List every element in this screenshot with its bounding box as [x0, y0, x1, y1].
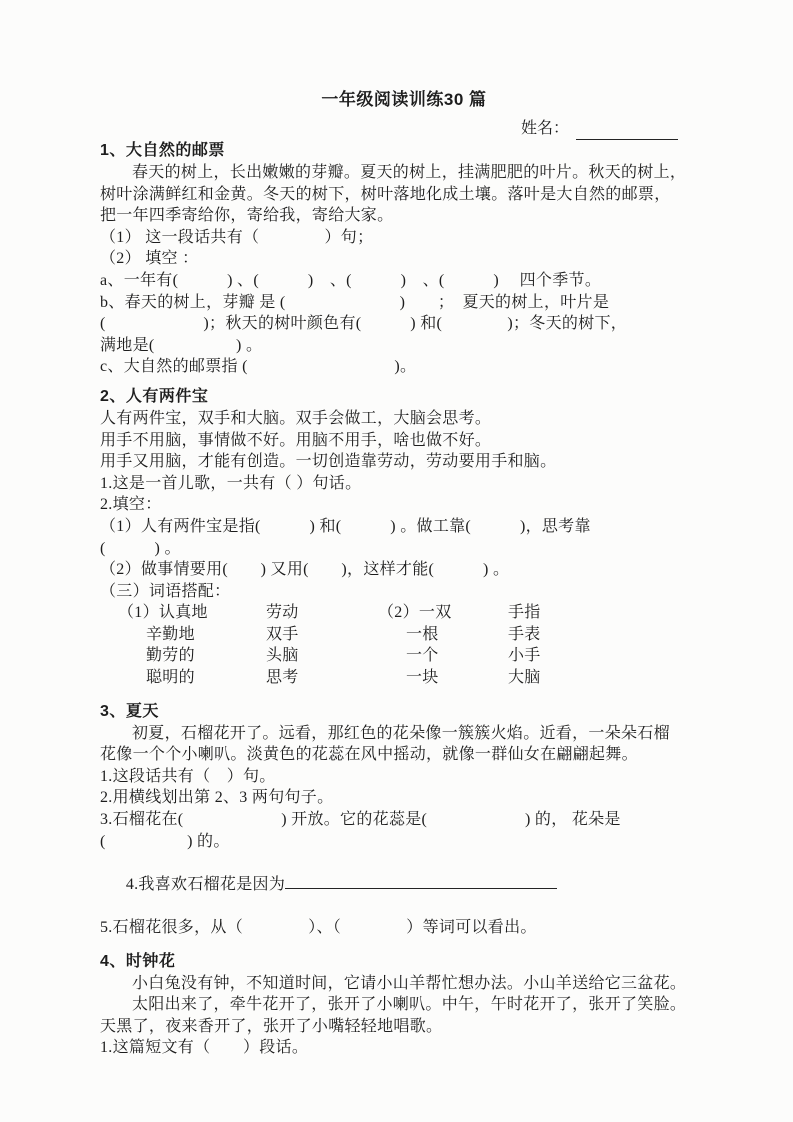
match-word: 思考 [266, 669, 299, 687]
question-line: （三）词语搭配： [100, 582, 231, 600]
word-match-table [100, 602, 708, 688]
match-word: 大脑 [508, 669, 541, 687]
name-label: 姓名： [520, 120, 569, 137]
question-line: c、大自然的邮票指 ( )。 [100, 358, 417, 376]
match-word: 一根 [406, 625, 439, 643]
question-line: 满地是( ) 。 [100, 336, 263, 354]
story-line: 花像一个个小喇叭。淡黄色的花蕊在风中摇动，就像一群仙女在翩翩起舞。 [100, 746, 638, 764]
question-line: a、一年有( ) 、( ) 、( ) 、( ) 四个季节。 [100, 271, 602, 289]
question-line: 1.这是一首儿歌，一共有（ ）句话。 [100, 474, 362, 492]
question-line: （1）人有两件宝是指( ) 和( ) 。做工靠( )，思考靠 [100, 517, 591, 535]
section-4-heading: 4、时钟花 [100, 952, 176, 970]
story-line: 春天的树上，长出嫩嫩的芽瓣。夏天的树上，挂满肥肥的叶片。秋天的树上， [132, 164, 687, 181]
match-word: （2）一双 [378, 604, 452, 622]
match-word: 一块 [406, 669, 439, 687]
question-line: 1.这段话共有（ ）句。 [100, 767, 276, 785]
story-line: 太阳出来了，牵牛花开了，张开了小喇叭。中午，午时花开了，张开了笑脸。 [132, 996, 687, 1014]
story-line: 小白兔没有钟，不知道时间，它请小山羊帮忙想办法。小山羊送给它三盆花。 [132, 974, 687, 992]
story-line: 天黑了，夜来香开了，张开了小嘴轻轻地唱歌。 [100, 1017, 443, 1035]
question-line: （1） 这一段话共有（ ）句； [100, 228, 374, 246]
question-line: （2） 填空 ： [100, 250, 199, 268]
section-1-heading: 1、大自然的邮票 [100, 142, 225, 159]
match-word: 手指 [508, 604, 541, 622]
question-line: 1.这篇短文有（ ）段话。 [100, 1039, 309, 1057]
question-line: 5.石榴花很多，从（ ）、（ ）等词可以看出。 [100, 919, 537, 936]
story-line: 初夏，石榴花开了。远看，那红色的花朵像一簇簇火焰。近看，一朵朵石榴 [132, 724, 670, 742]
question-line: ( )；秋天的树叶颜色有( ) 和( )；冬天的树下， [100, 315, 628, 333]
question-line: 2.填空： [100, 496, 162, 514]
question-line: ( ) 。 [100, 539, 181, 557]
section-3-heading: 3、夏天 [100, 702, 159, 720]
match-word: 一个 [406, 647, 439, 665]
section-2-heading: 2、人有两件宝 [100, 387, 209, 405]
match-word: 手表 [508, 625, 541, 643]
question-prefix: 4.我喜欢石榴花是因为 [125, 875, 286, 893]
section-2-two-treasures [100, 386, 708, 689]
name-field-row [100, 118, 678, 140]
section-1-nature-stamps [100, 140, 708, 378]
question-line: 3.石榴花在( ) 开放。它的花蕊是( ) 的， 花朵是 [100, 811, 621, 829]
story-line: 用手不用脑，事情做不好。用脑不用手，啥也做不好。 [100, 431, 492, 449]
name-blank-line [576, 121, 678, 140]
answer-blank-line [285, 874, 557, 889]
match-word: （1）认真地 [118, 604, 208, 622]
match-word: 辛勤地 [146, 625, 195, 643]
question-line-with-blank [100, 852, 708, 917]
match-word: 劳动 [266, 604, 299, 622]
question-line: 2.用横线划出第 2、3 两句句子。 [100, 789, 334, 807]
section-3-summer [100, 701, 708, 939]
question-line: ( ) 的。 [100, 832, 230, 850]
match-word: 勤劳的 [146, 647, 195, 665]
match-word: 头脑 [266, 647, 299, 665]
story-line: 用手又用脑，才能有创造。一切创造靠劳动，劳动要用手和脑。 [100, 453, 557, 471]
story-line: 人有两件宝，双手和大脑。双手会做工，大脑会思考。 [100, 409, 492, 427]
match-word: 小手 [508, 647, 541, 665]
question-line: （2）做事情要用( ) 又用( )，这样才能( ) 。 [100, 561, 510, 579]
page-title: 一年级阅读训练30 篇 [321, 90, 487, 109]
question-line: b、春天的树上，芽瓣 是 ( ) ； 夏天的树上，叶片是 [100, 293, 610, 311]
section-4-clock-flowers [100, 951, 708, 1059]
story-line: 把一年四季寄给你，寄给我，寄给大家。 [100, 207, 394, 225]
match-word: 双手 [266, 625, 299, 643]
story-line: 树叶涂满鲜红和金黄。冬天的树下，树叶落地化成土壤。落叶是大自然的邮票， [100, 185, 671, 203]
match-word: 聪明的 [146, 669, 195, 687]
